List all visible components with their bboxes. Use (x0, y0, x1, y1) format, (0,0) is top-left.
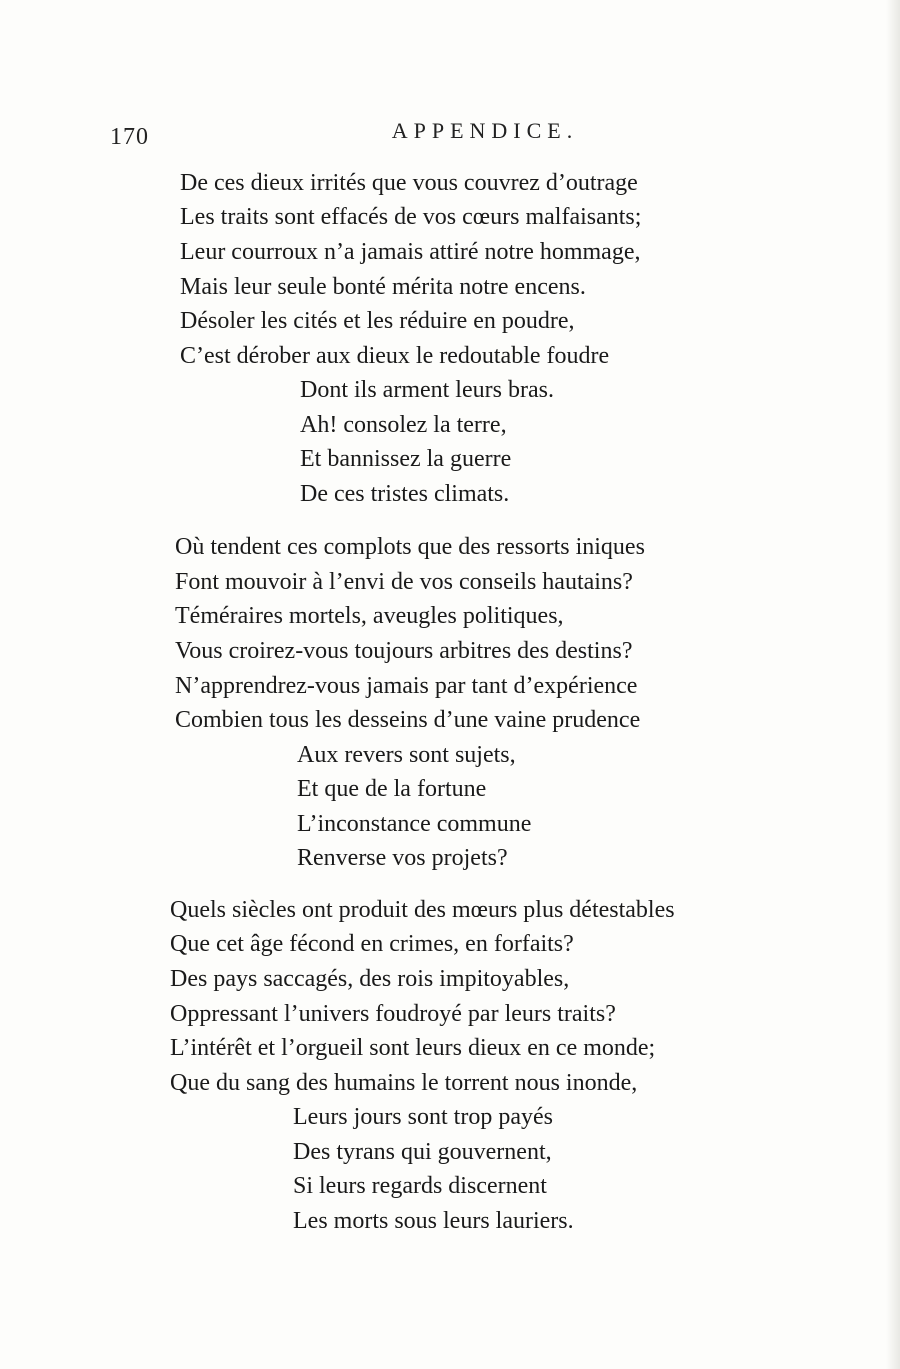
verse-line: N’apprendrez-vous jamais par tant d’expérience (175, 673, 638, 699)
verse-line: L’intérêt et l’orgueil sont leurs dieux en ce monde; (170, 1035, 656, 1061)
verse-line: Ah! consolez la terre, (300, 412, 507, 438)
verse-line: Renverse vos projets? (297, 845, 508, 871)
verse-line: Quels siècles ont produit des mœurs plus détestables (170, 897, 675, 923)
verse-line: Leur courroux n’a jamais attiré notre hommage, (180, 239, 641, 265)
verse-line: Les traits sont effacés de vos cœurs malfaisants; (180, 204, 642, 230)
verse-line: Que cet âge fécond en crimes, en forfaits? (170, 931, 574, 957)
page-edge-shadow (886, 0, 900, 1369)
verse-line: Les morts sous leurs lauriers. (293, 1208, 574, 1234)
verse-line: Des tyrans qui gouvernent, (293, 1139, 552, 1165)
verse-line: Des pays saccagés, des rois impitoyables, (170, 966, 570, 992)
verse-line: Mais leur seule bonté mérita notre encens. (180, 274, 586, 300)
verse-line: Où tendent ces complots que des ressorts iniques (175, 534, 645, 560)
verse-line: Et bannissez la guerre (300, 446, 512, 472)
verse-line: Désoler les cités et les réduire en poudre, (180, 308, 575, 334)
verse-line: L’inconstance commune (297, 811, 532, 837)
verse-line: Vous croirez-vous toujours arbitres des destins? (175, 638, 633, 664)
verse-line: De ces tristes climats. (300, 481, 510, 507)
verse-line: Que du sang des humains le torrent nous inonde, (170, 1070, 638, 1096)
verse-line: Leurs jours sont trop payés (293, 1104, 553, 1130)
verse-line: Font mouvoir à l’envi de vos conseils hautains? (175, 569, 633, 595)
verse-line: Aux revers sont sujets, (297, 742, 516, 768)
verse-line: Combien tous les desseins d’une vaine prudence (175, 707, 641, 733)
verse-line: Dont ils arment leurs bras. (300, 377, 554, 403)
verse-line: Téméraires mortels, aveugles politiques, (175, 603, 564, 629)
verse-line: De ces dieux irrités que vous couvrez d’outrage (180, 170, 638, 196)
verse-line: Et que de la fortune (297, 776, 487, 802)
verse-line: C’est dérober aux dieux le redoutable foudre (180, 343, 610, 369)
verse-line: Si leurs regards discernent (293, 1173, 547, 1199)
verse-line: Oppressant l’univers foudroyé par leurs traits? (170, 1001, 616, 1027)
running-title: APPENDICE. (391, 118, 579, 143)
page-number: 170 (110, 124, 149, 150)
